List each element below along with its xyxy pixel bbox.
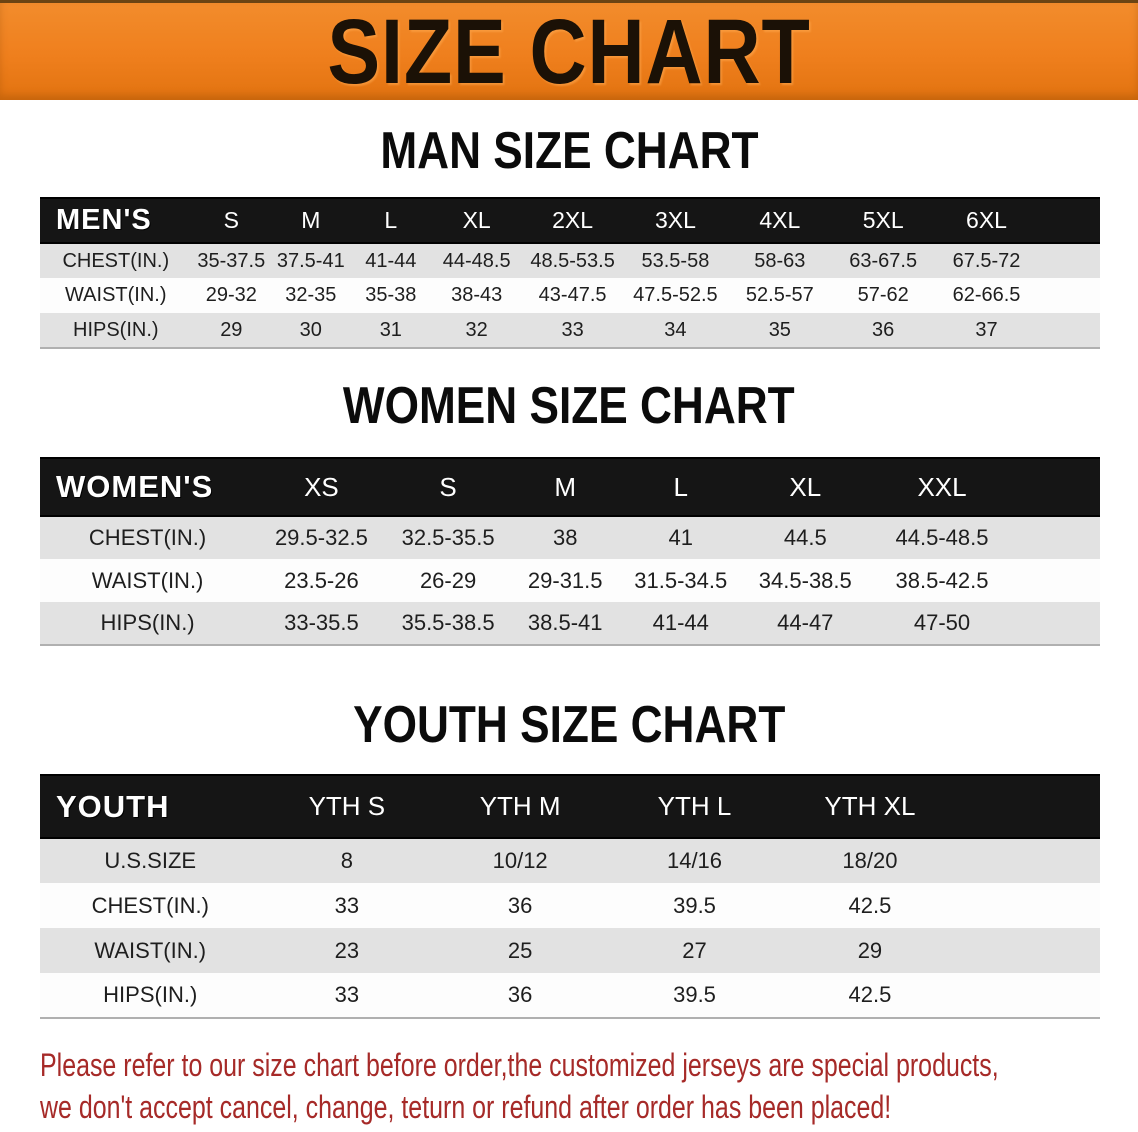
size-value-cell: 33 xyxy=(522,313,623,348)
column-header: YTH L xyxy=(607,775,782,838)
measurement-row xyxy=(40,602,1100,645)
size-value-cell: 35.5-38.5 xyxy=(388,602,509,645)
size-value-cell: 35 xyxy=(728,313,832,348)
measurement-row xyxy=(40,559,1100,602)
spacer-cell xyxy=(958,883,1100,928)
spacer-cell xyxy=(958,928,1100,973)
size-value-cell: 23 xyxy=(260,928,433,973)
size-value-cell: 8 xyxy=(260,838,433,883)
size-header-row xyxy=(40,458,1100,516)
size-value-cell: 34 xyxy=(623,313,728,348)
size-value-cell: 58-63 xyxy=(728,243,832,278)
size-value-cell: 44.5 xyxy=(740,516,871,559)
row-label: CHEST(IN.) xyxy=(40,243,192,278)
youth-section-heading-text: YOUTH SIZE CHART xyxy=(352,696,786,754)
men-size-table xyxy=(40,197,1100,349)
footnote-line-1: Please refer to our size chart before order,the customized jerseys are special products, xyxy=(40,1047,999,1083)
measurement-row xyxy=(40,928,1100,973)
men-section-heading xyxy=(0,122,1138,180)
size-value-cell: 29 xyxy=(782,928,958,973)
men-section-heading-text: MAN SIZE CHART xyxy=(379,122,759,180)
size-header-row xyxy=(40,775,1100,838)
size-value-cell: 52.5-57 xyxy=(728,278,832,313)
size-chart-banner xyxy=(0,0,1138,103)
size-value-cell: 44.5-48.5 xyxy=(871,516,1013,559)
size-value-cell: 26-29 xyxy=(388,559,509,602)
column-header: XXL xyxy=(871,458,1013,516)
youth-section-heading xyxy=(0,696,1138,754)
spacer-cell xyxy=(958,973,1100,1018)
youth-size-table xyxy=(40,774,1100,1019)
column-header: 5XL xyxy=(832,198,935,243)
women-size-section xyxy=(0,377,1138,646)
women-section-heading-text: WOMEN SIZE CHART xyxy=(343,377,795,435)
row-label: CHEST(IN.) xyxy=(40,516,255,559)
size-value-cell: 53.5-58 xyxy=(623,243,728,278)
size-value-cell: 32-35 xyxy=(271,278,350,313)
group-label: WOMEN'S xyxy=(40,458,255,516)
spacer-cell xyxy=(1013,458,1100,516)
spacer-cell xyxy=(958,838,1100,883)
spacer-cell xyxy=(1013,516,1100,559)
size-value-cell: 30 xyxy=(271,313,350,348)
size-value-cell: 36 xyxy=(433,973,607,1018)
size-header-row xyxy=(40,198,1100,243)
size-value-cell: 32 xyxy=(431,313,522,348)
measurement-row xyxy=(40,516,1100,559)
measurement-row xyxy=(40,313,1100,348)
size-value-cell: 47-50 xyxy=(871,602,1013,645)
size-value-cell: 37 xyxy=(935,313,1039,348)
column-header: XS xyxy=(255,458,388,516)
men-size-section xyxy=(0,122,1138,349)
size-value-cell: 33 xyxy=(260,883,433,928)
size-value-cell: 31.5-34.5 xyxy=(622,559,740,602)
column-header: YTH XL xyxy=(782,775,958,838)
size-value-cell: 29 xyxy=(192,313,271,348)
measurement-row xyxy=(40,883,1100,928)
size-value-cell: 41 xyxy=(622,516,740,559)
size-value-cell: 47.5-52.5 xyxy=(623,278,728,313)
column-header: 6XL xyxy=(935,198,1039,243)
footnote xyxy=(40,1044,1138,1128)
size-value-cell: 39.5 xyxy=(607,973,782,1018)
size-value-cell: 67.5-72 xyxy=(935,243,1039,278)
size-value-cell: 42.5 xyxy=(782,973,958,1018)
column-header: 3XL xyxy=(623,198,728,243)
column-header: M xyxy=(271,198,350,243)
size-value-cell: 35-37.5 xyxy=(192,243,271,278)
size-value-cell: 32.5-35.5 xyxy=(388,516,509,559)
column-header: S xyxy=(388,458,509,516)
column-header: M xyxy=(509,458,622,516)
size-value-cell: 33 xyxy=(260,973,433,1018)
women-size-table xyxy=(40,457,1100,646)
size-value-cell: 38.5-41 xyxy=(509,602,622,645)
spacer-cell xyxy=(1038,243,1100,278)
measurement-row xyxy=(40,243,1100,278)
women-section-heading xyxy=(0,377,1138,435)
measurement-row xyxy=(40,278,1100,313)
size-value-cell: 42.5 xyxy=(782,883,958,928)
size-value-cell: 35-38 xyxy=(351,278,432,313)
size-value-cell: 29.5-32.5 xyxy=(255,516,388,559)
size-value-cell: 25 xyxy=(433,928,607,973)
spacer-cell xyxy=(1038,278,1100,313)
banner-title: SIZE CHART xyxy=(327,0,811,103)
column-header: XL xyxy=(431,198,522,243)
spacer-cell xyxy=(1013,559,1100,602)
spacer-cell xyxy=(958,775,1100,838)
size-value-cell: 10/12 xyxy=(433,838,607,883)
column-header: XL xyxy=(740,458,871,516)
column-header: YTH S xyxy=(260,775,433,838)
row-label: HIPS(IN.) xyxy=(40,602,255,645)
size-value-cell: 38-43 xyxy=(431,278,522,313)
row-label: HIPS(IN.) xyxy=(40,973,260,1018)
size-value-cell: 36 xyxy=(832,313,935,348)
size-value-cell: 41-44 xyxy=(351,243,432,278)
size-value-cell: 33-35.5 xyxy=(255,602,388,645)
column-header: L xyxy=(622,458,740,516)
size-value-cell: 63-67.5 xyxy=(832,243,935,278)
row-label: CHEST(IN.) xyxy=(40,883,260,928)
group-label: YOUTH xyxy=(40,775,260,838)
row-label: WAIST(IN.) xyxy=(40,928,260,973)
size-value-cell: 43-47.5 xyxy=(522,278,623,313)
size-value-cell: 62-66.5 xyxy=(935,278,1039,313)
size-value-cell: 31 xyxy=(351,313,432,348)
size-value-cell: 57-62 xyxy=(832,278,935,313)
measurement-row xyxy=(40,838,1100,883)
size-value-cell: 38.5-42.5 xyxy=(871,559,1013,602)
size-value-cell: 41-44 xyxy=(622,602,740,645)
spacer-cell xyxy=(1038,313,1100,348)
measurement-row xyxy=(40,973,1100,1018)
size-value-cell: 27 xyxy=(607,928,782,973)
column-header: S xyxy=(192,198,271,243)
size-value-cell: 29-31.5 xyxy=(509,559,622,602)
size-value-cell: 18/20 xyxy=(782,838,958,883)
spacer-cell xyxy=(1038,198,1100,243)
spacer-cell xyxy=(1013,602,1100,645)
size-value-cell: 14/16 xyxy=(607,838,782,883)
group-label: MEN'S xyxy=(40,198,192,243)
row-label: U.S.SIZE xyxy=(40,838,260,883)
column-header: L xyxy=(351,198,432,243)
size-value-cell: 23.5-26 xyxy=(255,559,388,602)
size-value-cell: 44-48.5 xyxy=(431,243,522,278)
column-header: 2XL xyxy=(522,198,623,243)
row-label: WAIST(IN.) xyxy=(40,559,255,602)
size-value-cell: 36 xyxy=(433,883,607,928)
column-header: YTH M xyxy=(433,775,607,838)
footnote-line-2: we don't accept cancel, change, teturn or refund after order has been placed! xyxy=(40,1089,892,1125)
youth-size-section xyxy=(0,696,1138,1019)
row-label: WAIST(IN.) xyxy=(40,278,192,313)
column-header: 4XL xyxy=(728,198,832,243)
size-value-cell: 44-47 xyxy=(740,602,871,645)
size-value-cell: 38 xyxy=(509,516,622,559)
size-value-cell: 37.5-41 xyxy=(271,243,350,278)
size-value-cell: 29-32 xyxy=(192,278,271,313)
size-value-cell: 48.5-53.5 xyxy=(522,243,623,278)
row-label: HIPS(IN.) xyxy=(40,313,192,348)
size-value-cell: 34.5-38.5 xyxy=(740,559,871,602)
size-value-cell: 39.5 xyxy=(607,883,782,928)
